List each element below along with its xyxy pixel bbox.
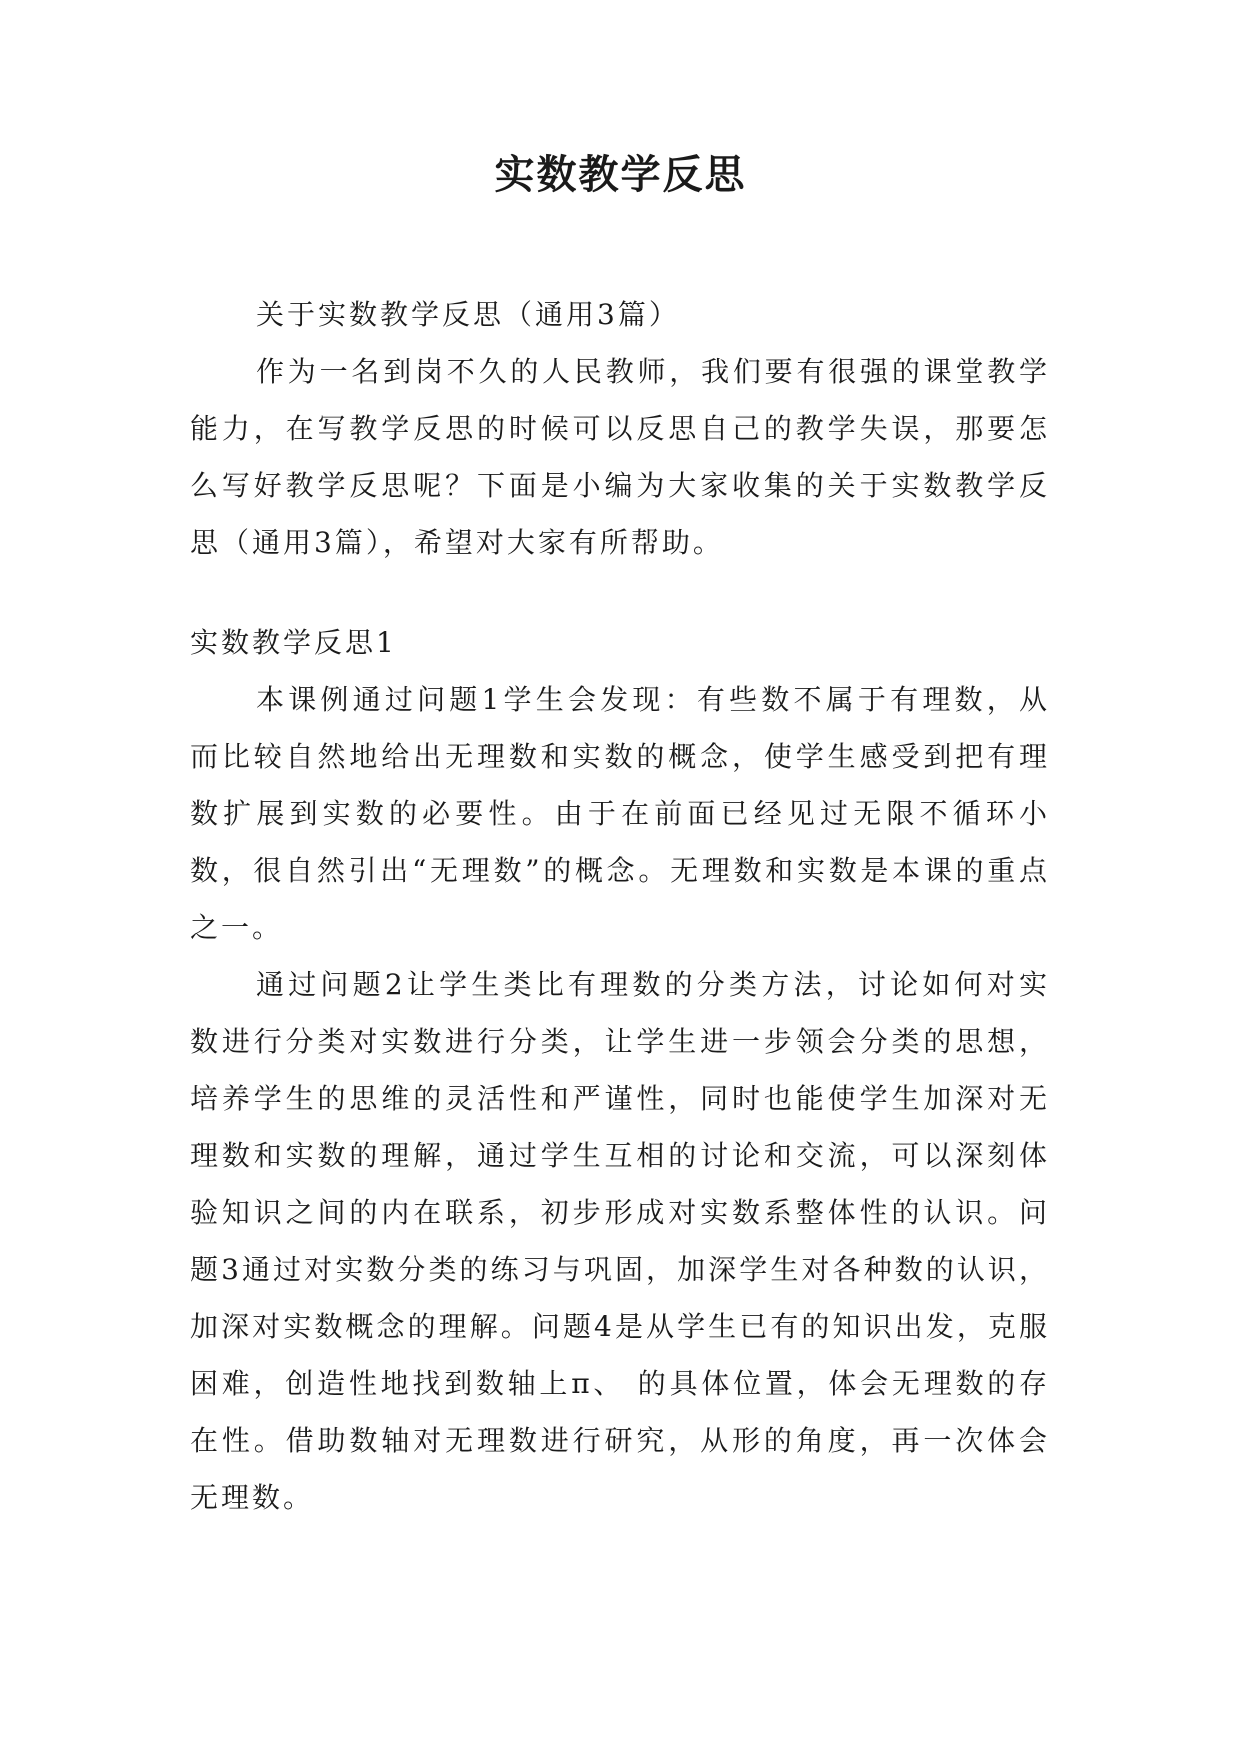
section-paragraph-2: 通过问题2让学生类比有理数的分类方法，讨论如何对实数进行分类对实数进行分类，让学生进一步领会分类的思想，培养学生的思维的灵活性和严谨性，同时也能使学生加深对无理数和实数的理解，通过学生互相的讨论和交流，可以深刻体验知识之间的内在联系，初步形成对实数系整体性的认识。问题3通过对实数分类的练习与巩固，加深学生对各种数的认识，加深对实数概念的理解。问题4是从学生已有的知识出发，克服困难，创造性地找到数轴上π、 的具体位置，体会无理数的存在性。借助数轴对无理数进行研究，从形的角度，再一次体会无理数。 [190,968,1050,1514]
section-heading: 实数教学反思1 [190,626,397,659]
paragraph-gap [190,571,1050,614]
intro-paragraph: 作为一名到岗不久的人民教师，我们要有很强的课堂教学能力，在写教学反思的时候可以反思自己的教学失误，那要怎么写好教学反思呢？下面是小编为大家收集的关于实数教学反思（通用3篇），希望对大家有所帮助。 [190,355,1050,559]
document-title: 实数教学反思 [494,151,747,198]
intro-heading: 关于实数教学反思（通用3篇） [256,298,680,331]
document-body [190,286,1050,1526]
section-paragraph-1: 本课例通过问题1学生会发现：有些数不属于有理数，从而比较自然地给出无理数和实数的概念，使学生感受到把有理数扩展到实数的必要性。由于在前面已经见过无限不循环小数，很自然引出“无理数”的概念。无理数和实数是本课的重点之一。 [190,683,1050,944]
